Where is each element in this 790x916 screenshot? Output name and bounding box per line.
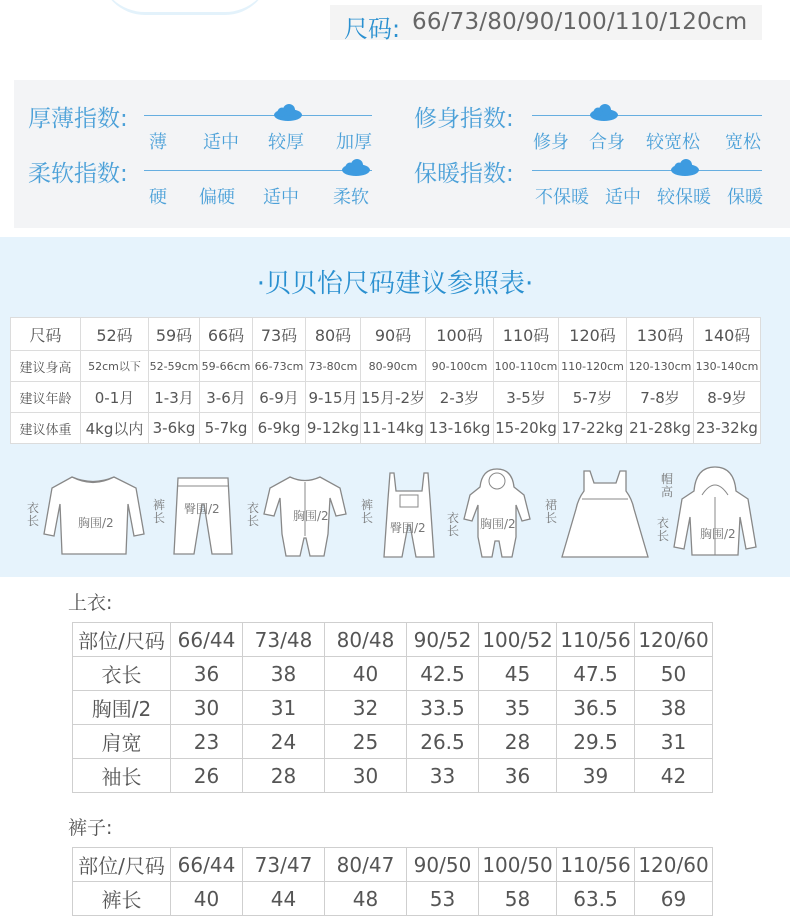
table-header-cell: 100/50 bbox=[479, 848, 557, 882]
dress-illustration bbox=[560, 469, 650, 561]
warmth-option: 不保暖 bbox=[535, 187, 589, 208]
pants-size-table bbox=[72, 847, 713, 916]
reference-cell: 5-7岁 bbox=[559, 382, 627, 413]
reference-cell: 66-73cm bbox=[253, 351, 306, 382]
table-cell: 25 bbox=[325, 725, 407, 759]
table-cell: 38 bbox=[243, 657, 325, 691]
table-header-cell: 部位/尺码 bbox=[73, 623, 171, 657]
table-header-cell: 90/52 bbox=[407, 623, 479, 657]
coat-length-label: 衣长 bbox=[656, 516, 669, 543]
table-header-cell: 100/52 bbox=[479, 623, 557, 657]
table-row bbox=[73, 657, 713, 691]
reference-cell: 5-7kg bbox=[200, 413, 253, 444]
table-cell: 36 bbox=[171, 657, 243, 691]
size-value: 66/73/80/90/100/110/120cm bbox=[412, 9, 748, 35]
pants-hip-label: 臀围/2 bbox=[184, 502, 220, 516]
tops-size-table bbox=[72, 622, 713, 793]
warmth-scale-line bbox=[532, 170, 762, 171]
reference-cell: 6-9月 bbox=[253, 382, 306, 413]
thickness-option: 适中 bbox=[203, 132, 239, 153]
warmth-option: 保暖 bbox=[727, 187, 763, 208]
reference-cell: 110-120cm bbox=[559, 351, 627, 382]
reference-cell: 80-90cm bbox=[361, 351, 426, 382]
table-row bbox=[73, 759, 713, 793]
table-cell: 33.5 bbox=[407, 691, 479, 725]
reference-cell: 3-5岁 bbox=[494, 382, 559, 413]
reference-header-cell: 尺码 bbox=[11, 318, 81, 351]
row-label-cell: 衣长 bbox=[73, 657, 171, 691]
table-header-cell: 80/47 bbox=[325, 848, 407, 882]
reference-cell: 52-59cm bbox=[149, 351, 200, 382]
reference-cell: 59-66cm bbox=[200, 351, 253, 382]
warmth-option: 较保暖 bbox=[657, 187, 711, 208]
reference-header-cell: 130码 bbox=[627, 318, 694, 351]
reference-header-cell: 66码 bbox=[200, 318, 253, 351]
reference-cell: 15-20kg bbox=[494, 413, 559, 444]
reference-row bbox=[11, 413, 761, 444]
fit-scale-line bbox=[532, 115, 762, 116]
thickness-index-title: 厚薄指数: bbox=[28, 106, 128, 132]
coat-chest-label: 胸围/2 bbox=[700, 527, 736, 541]
table-cell: 39 bbox=[557, 759, 635, 793]
reference-header-cell: 59码 bbox=[149, 318, 200, 351]
table-cell: 30 bbox=[325, 759, 407, 793]
reference-cell: 15月-2岁 bbox=[361, 382, 426, 413]
row-label-cell: 裤长 bbox=[73, 882, 171, 916]
row-label-cell: 袖长 bbox=[73, 759, 171, 793]
reference-header-cell: 90码 bbox=[361, 318, 426, 351]
romper-chest-label: 胸围/2 bbox=[293, 509, 329, 523]
reference-cell: 11-14kg bbox=[361, 413, 426, 444]
overall-illustration bbox=[380, 469, 438, 561]
table-cell: 30 bbox=[171, 691, 243, 725]
softness-option: 偏硬 bbox=[199, 187, 235, 208]
thickness-option: 薄 bbox=[149, 132, 167, 153]
overall-hip-label: 臀围/2 bbox=[390, 521, 426, 535]
thickness-option: 较厚 bbox=[268, 132, 304, 153]
table-cell: 44 bbox=[243, 882, 325, 916]
hooded-romper-illustration bbox=[462, 467, 532, 561]
reference-cell: 4kg以内 bbox=[81, 413, 149, 444]
table-header-cell: 120/60 bbox=[635, 623, 713, 657]
cloud-marker-icon bbox=[341, 158, 371, 176]
table-cell: 58 bbox=[479, 882, 557, 916]
table-cell: 23 bbox=[171, 725, 243, 759]
hooded-romper-length-label: 衣长 bbox=[446, 511, 459, 538]
cloud-marker-icon bbox=[273, 103, 303, 121]
softness-option: 适中 bbox=[263, 187, 299, 208]
size-reference-table bbox=[10, 317, 761, 444]
reference-header-row bbox=[11, 318, 761, 351]
pants-length-label: 裤长 bbox=[152, 498, 165, 525]
reference-cell: 3-6月 bbox=[200, 382, 253, 413]
thickness-scale-line bbox=[144, 115, 372, 116]
fit-index-title: 修身指数: bbox=[414, 106, 514, 132]
reference-cell: 9-15月 bbox=[306, 382, 361, 413]
reference-cell: 21-28kg bbox=[627, 413, 694, 444]
cloud-marker-icon bbox=[589, 103, 619, 121]
table-cell: 26 bbox=[171, 759, 243, 793]
table-cell: 53 bbox=[407, 882, 479, 916]
reference-cell: 7-8岁 bbox=[627, 382, 694, 413]
table-cell: 31 bbox=[635, 725, 713, 759]
reference-header-cell: 80码 bbox=[306, 318, 361, 351]
size-reference-section bbox=[0, 237, 790, 577]
table-header-cell: 73/47 bbox=[243, 848, 325, 882]
fit-option: 宽松 bbox=[725, 132, 761, 153]
size-header bbox=[330, 5, 762, 43]
table-header-row bbox=[73, 848, 713, 882]
table-cell: 40 bbox=[325, 657, 407, 691]
reference-cell: 52cm以下 bbox=[81, 351, 149, 382]
table-row bbox=[73, 882, 713, 916]
cloud-marker-icon bbox=[670, 158, 700, 176]
shirt-chest-label: 胸围/2 bbox=[78, 516, 114, 530]
reference-cell: 8-9岁 bbox=[694, 382, 761, 413]
table-header-cell: 66/44 bbox=[171, 623, 243, 657]
table-cell: 29.5 bbox=[557, 725, 635, 759]
table-header-cell: 110/56 bbox=[557, 848, 635, 882]
reference-row bbox=[11, 351, 761, 382]
tops-section-label: 上衣: bbox=[68, 592, 113, 614]
reference-cell: 13-16kg bbox=[426, 413, 494, 444]
reference-cell: 90-100cm bbox=[426, 351, 494, 382]
table-cell: 36 bbox=[479, 759, 557, 793]
pants-section-label: 裤子: bbox=[68, 817, 113, 839]
softness-option: 硬 bbox=[149, 187, 167, 208]
reference-header-cell: 52码 bbox=[81, 318, 149, 351]
romper-length-label: 衣长 bbox=[246, 501, 259, 528]
table-cell: 63.5 bbox=[557, 882, 635, 916]
table-row bbox=[73, 725, 713, 759]
softness-option: 柔软 bbox=[333, 187, 369, 208]
table-cell: 24 bbox=[243, 725, 325, 759]
reference-header-cell: 110码 bbox=[494, 318, 559, 351]
decorative-arc bbox=[100, 0, 270, 15]
reference-header-cell: 100码 bbox=[426, 318, 494, 351]
softness-scale-line bbox=[144, 170, 372, 171]
table-cell: 28 bbox=[243, 759, 325, 793]
table-cell: 42 bbox=[635, 759, 713, 793]
reference-cell: 100-110cm bbox=[494, 351, 559, 382]
table-cell: 28 bbox=[479, 725, 557, 759]
warmth-option: 适中 bbox=[605, 187, 641, 208]
warmth-index-title: 保暖指数: bbox=[414, 161, 514, 187]
table-header-cell: 73/48 bbox=[243, 623, 325, 657]
table-cell: 45 bbox=[479, 657, 557, 691]
shirt-length-label: 衣长 bbox=[26, 501, 39, 528]
table-header-cell: 部位/尺码 bbox=[73, 848, 171, 882]
reference-cell: 3-6kg bbox=[149, 413, 200, 444]
thickness-option: 加厚 bbox=[336, 132, 372, 153]
size-chart-title: ·贝贝怡尺码建议参照表· bbox=[256, 269, 534, 299]
softness-index-title: 柔软指数: bbox=[28, 161, 128, 187]
reference-row bbox=[11, 382, 761, 413]
fit-option: 合身 bbox=[589, 132, 625, 153]
table-cell: 47.5 bbox=[557, 657, 635, 691]
table-cell: 69 bbox=[635, 882, 713, 916]
reference-header-cell: 140码 bbox=[694, 318, 761, 351]
size-label: 尺码: bbox=[344, 15, 401, 43]
fabric-index-panel bbox=[14, 80, 790, 228]
table-header-cell: 120/60 bbox=[635, 848, 713, 882]
table-header-cell: 110/56 bbox=[557, 623, 635, 657]
table-cell: 35 bbox=[479, 691, 557, 725]
row-label-cell: 肩宽 bbox=[73, 725, 171, 759]
table-cell: 31 bbox=[243, 691, 325, 725]
table-cell: 33 bbox=[407, 759, 479, 793]
coat-illustration bbox=[672, 465, 758, 559]
row-label-cell: 胸围/2 bbox=[73, 691, 171, 725]
table-cell: 36.5 bbox=[557, 691, 635, 725]
reference-cell: 23-32kg bbox=[694, 413, 761, 444]
reference-cell: 73-80cm bbox=[306, 351, 361, 382]
reference-cell: 130-140cm bbox=[694, 351, 761, 382]
overall-length-label: 裤长 bbox=[360, 498, 373, 525]
reference-cell: 0-1月 bbox=[81, 382, 149, 413]
table-header-cell: 80/48 bbox=[325, 623, 407, 657]
table-cell: 50 bbox=[635, 657, 713, 691]
table-cell: 32 bbox=[325, 691, 407, 725]
coat-hood-label: 帽高 bbox=[660, 472, 673, 499]
table-header-cell: 66/44 bbox=[171, 848, 243, 882]
table-row bbox=[73, 691, 713, 725]
reference-cell: 1-3月 bbox=[149, 382, 200, 413]
table-cell: 42.5 bbox=[407, 657, 479, 691]
table-cell: 38 bbox=[635, 691, 713, 725]
table-cell: 26.5 bbox=[407, 725, 479, 759]
reference-cell: 6-9kg bbox=[253, 413, 306, 444]
table-header-row bbox=[73, 623, 713, 657]
table-header-cell: 90/50 bbox=[407, 848, 479, 882]
fit-option: 较宽松 bbox=[646, 132, 700, 153]
reference-cell: 120-130cm bbox=[627, 351, 694, 382]
reference-header-cell: 120码 bbox=[559, 318, 627, 351]
table-cell: 40 bbox=[171, 882, 243, 916]
reference-cell: 17-22kg bbox=[559, 413, 627, 444]
reference-row-label: 建议年龄 bbox=[11, 382, 81, 413]
dress-length-label: 裙长 bbox=[544, 498, 557, 525]
reference-cell: 9-12kg bbox=[306, 413, 361, 444]
reference-cell: 2-3岁 bbox=[426, 382, 494, 413]
table-cell: 48 bbox=[325, 882, 407, 916]
reference-header-cell: 73码 bbox=[253, 318, 306, 351]
reference-row-label: 建议体重 bbox=[11, 413, 81, 444]
fit-option: 修身 bbox=[533, 132, 569, 153]
hooded-romper-chest-label: 胸围/2 bbox=[480, 517, 516, 531]
reference-row-label: 建议身高 bbox=[11, 351, 81, 382]
